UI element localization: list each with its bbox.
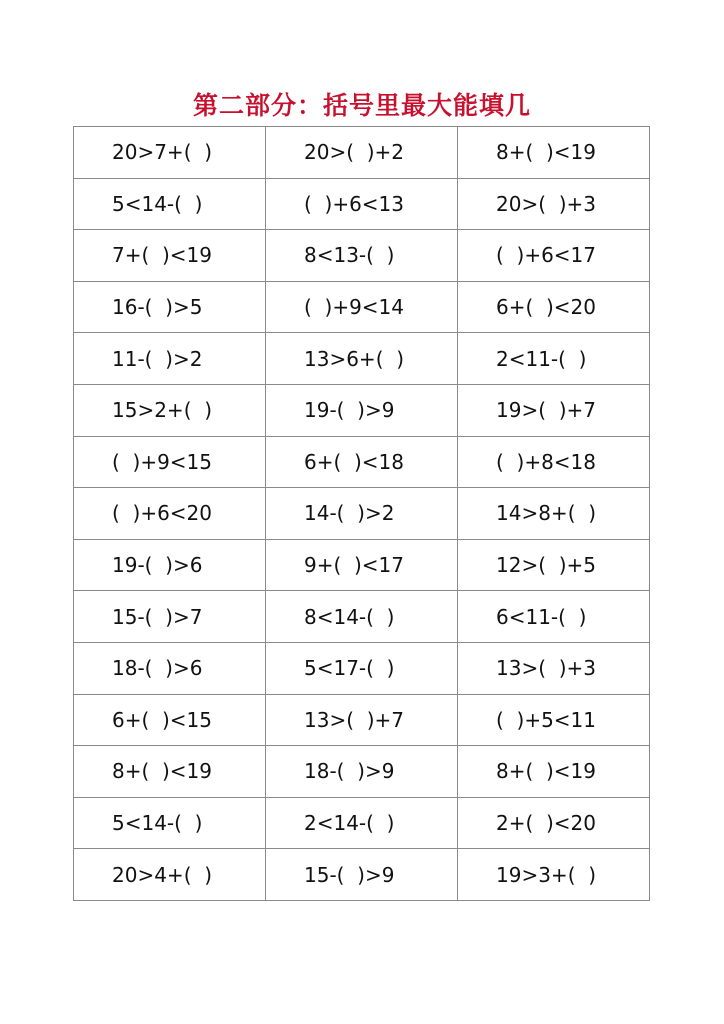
exercise-cell: ( )+6<17 (458, 230, 650, 282)
exercise-cell: 12>( )+5 (458, 539, 650, 591)
exercise-cell: 15>2+( ) (74, 384, 266, 436)
exercise-cell: 20>7+( ) (74, 127, 266, 179)
worksheet-title: 第二部分：括号里最大能填几 (192, 91, 531, 120)
table-row (74, 642, 650, 694)
exercise-cell: 2+( )<20 (458, 797, 650, 849)
exercise-cell: 2<14-( ) (266, 797, 458, 849)
exercise-cell: 20>4+( ) (74, 849, 266, 901)
exercise-cell: 19>3+( ) (458, 849, 650, 901)
exercise-cell: ( )+6<20 (74, 488, 266, 540)
exercise-cell: 13>( )+7 (266, 694, 458, 746)
table-row (74, 539, 650, 591)
exercise-cell: 20>( )+2 (266, 127, 458, 179)
table-row (74, 746, 650, 798)
table-row (74, 849, 650, 901)
exercise-cell: 14>8+( ) (458, 488, 650, 540)
table-row (74, 127, 650, 179)
exercise-cell: 18-( )>9 (266, 746, 458, 798)
exercise-cell: 16-( )>5 (74, 281, 266, 333)
exercise-cell: 9+( )<17 (266, 539, 458, 591)
exercise-cell: 11-( )>2 (74, 333, 266, 385)
exercise-cell: 8+( )<19 (458, 127, 650, 179)
exercise-cell: 5<14-( ) (74, 797, 266, 849)
exercise-cell: 5<17-( ) (266, 642, 458, 694)
exercise-table (73, 126, 650, 901)
exercise-cell: 18-( )>6 (74, 642, 266, 694)
exercise-cell: 14-( )>2 (266, 488, 458, 540)
exercise-cell: ( )+9<14 (266, 281, 458, 333)
exercise-cell: 8+( )<19 (74, 746, 266, 798)
exercise-cell: 20>( )+3 (458, 178, 650, 230)
exercise-cell: 6+( )<20 (458, 281, 650, 333)
exercise-cell: ( )+8<18 (458, 436, 650, 488)
table-row (74, 281, 650, 333)
table-row (74, 591, 650, 643)
exercise-cell: 2<11-( ) (458, 333, 650, 385)
exercise-cell: 6+( )<18 (266, 436, 458, 488)
exercise-cell: 7+( )<19 (74, 230, 266, 282)
exercise-cell: 15-( )>9 (266, 849, 458, 901)
table-row (74, 436, 650, 488)
table-row (74, 797, 650, 849)
exercise-cell: 6<11-( ) (458, 591, 650, 643)
exercise-cell: ( )+6<13 (266, 178, 458, 230)
table-row (74, 230, 650, 282)
exercise-table-body (74, 127, 650, 901)
table-row (74, 178, 650, 230)
exercise-cell: ( )+5<11 (458, 694, 650, 746)
exercise-cell: 13>( )+3 (458, 642, 650, 694)
exercise-cell: 15-( )>7 (74, 591, 266, 643)
exercise-cell: 19-( )>6 (74, 539, 266, 591)
table-row (74, 694, 650, 746)
exercise-cell: 8<14-( ) (266, 591, 458, 643)
exercise-cell: 8+( )<19 (458, 746, 650, 798)
table-row (74, 333, 650, 385)
exercise-cell: 13>6+( ) (266, 333, 458, 385)
exercise-cell: 5<14-( ) (74, 178, 266, 230)
exercise-cell: ( )+9<15 (74, 436, 266, 488)
table-row (74, 488, 650, 540)
table-row (74, 384, 650, 436)
exercise-cell: 19-( )>9 (266, 384, 458, 436)
exercise-cell: 19>( )+7 (458, 384, 650, 436)
exercise-cell: 8<13-( ) (266, 230, 458, 282)
exercise-cell: 6+( )<15 (74, 694, 266, 746)
